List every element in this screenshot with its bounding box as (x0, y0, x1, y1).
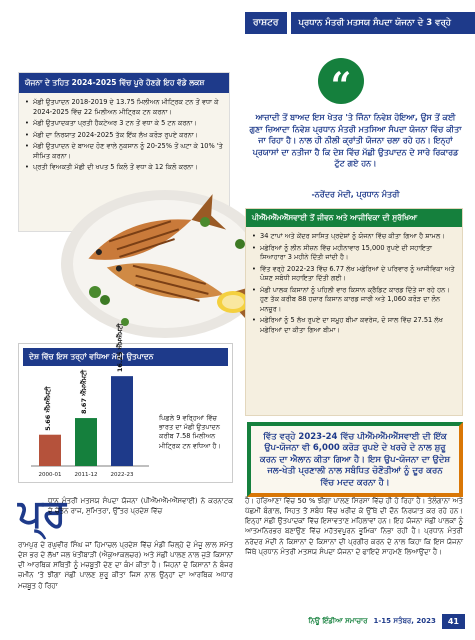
quote-mark-icon: “ (318, 58, 364, 104)
targets-list (19, 93, 229, 173)
highlight-box (247, 422, 463, 497)
quote-author: -ਨਰੇਂਦਰ ਮੋਦੀ, ਪ੍ਰਧਾਨ ਮੰਤਰੀ (311, 190, 400, 199)
dropcap: ਪ੍ਰ (18, 490, 67, 535)
list-item: • ਵਿੱਤ ਵਰ੍ਹੇ 2022-23 ਵਿੱਚ 6.77 ਲੱਖ ਮਛੇਰਿਆਂ ਦੇ ਪਰਿਵਾਰ ਨੂੰ ਆਜੀਵਿਕਾ ਅਤੇ ਪੋਸ਼ਣ ਸਬੰਧੀ ਸਹਾਇਤਾ ਦਿੱਤੀ ਗਈ। (252, 265, 456, 284)
chart-bar (39, 435, 61, 466)
chart-category-label: 2000-01 (38, 472, 62, 478)
livelihood-box-title: ਪੀਐੱਮਐੱਮਐੱਸਵਾਈ ਤੋਂ ਜੀਵਨ ਅਤੇ ਆਜੀਵਿਕਾ ਦੀ ਸੁਰੱਖਿਆ (246, 209, 462, 227)
chart-value-label: 16.25 ਐੱਮਐੱਮਟੀ (116, 323, 124, 373)
targets-box-title: ਯੋਜਨਾ ਦੇ ਤਹਿਤ 2024-2025 ਵਿੱਚ ਪੂਰੇ ਹੋਣਗੇ ਇਹ ਵੱਡੇ ਲਕਸ਼ (19, 73, 229, 93)
production-chart-box (18, 323, 233, 483)
chart-category-label: 2022-23 (110, 472, 134, 478)
list-item: • ਪ੍ਰਤੀ ਵਿਅਕਤੀ ਮੱਛੀ ਦੀ ਖਪਤ 5 ਕਿਲੋ ਤੋਂ ਵਧਾ ਕੇ 12 ਕਿਲੋ ਕਰਨਾ। (25, 163, 223, 173)
livelihood-list (246, 227, 462, 335)
livelihood-box (245, 208, 463, 416)
page-footer (300, 612, 465, 630)
grilled-fish-image (55, 182, 275, 347)
chart-category-label: 2011-12 (74, 472, 98, 478)
list-item: • ਮਛੇਰਿਆਂ ਨੂੰ ਲੀਨ ਸੀਜ਼ਨ ਵਿੱਚ ਮਹੀਨਾਵਾਰ 15,000 ਰੁਪਏ ਦੀ ਸਹਾਇਤਾ ਸਿਆਹਾਰਾ 3 ਮਹੀਨੇ ਦਿੱਤੀ ਜਾਂਦੀ ਹੈ। (252, 244, 456, 263)
list-item: • 34 ਟਾਪਾਂ ਅਤੇ ਕੇਂਦਰ ਸ਼ਾਸਿਤ ਪ੍ਰਦੇਸ਼ਾਂ ਨੂੰ ਯੋਜਨਾ ਵਿੱਚ ਕੀਤਾ ਗਿਆ ਹੈ ਸ਼ਾਮਲ। (252, 232, 456, 242)
list-item: • ਮੱਛੀ ਉਤਪਾਦਨ 2018-2019 ਦੇ 13.75 ਮਿਲੀਅਨ ਮੀਟ੍ਰਿਕ ਟਨ ਤੋਂ ਵਧਾ ਕੇ 2024-2025 ਵਿੱਚ 22 ਮਿਲੀਅਨ ਮੀਟ੍ਰਿਕ ਟਨ ਕਰਨਾ। (25, 98, 223, 117)
page-header (245, 10, 475, 36)
page-number: 41 (442, 614, 465, 629)
list-item: • ਮੱਛੀ ਪਾਲਕ ਕਿਸਾਨਾਂ ਨੂੰ ਪਹਿਲੀ ਵਾਰ ਕਿਸਾਨ ਕ੍ਰੈਡਿਟ ਕਾਰਡ ਦਿੱਤੇ ਜਾ ਰਹੇ ਹਨ। ਹੁਣ ਤੱਕ ਕਰੀਬ 88 ਹਜ਼ਾਰ ਕਿਸਾਨ ਕਾਰਡ ਜਾਰੀ ਅਤੇ 1,060 ਕਰੋੜ ਦਾ ਲੋਨ ਮਨਜ਼ੂਰ। (252, 286, 456, 315)
body-paragraph: ਹੈ। ਹਰਿਆਣਾ ਵਿੱਚ 50 % ਝੀਂਗਾ ਪਾਲਣ ਸਿਰਸਾ ਵਿੱਚ ਹੀ ਹੋ ਰਿਹਾ ਹੈ। ਤੇਲੰਗਾਨਾ ਅਤੇ ਪੱਛਮੀ ਬੰਗਾਲ, ਸਿਹਤ ਤੋਂ ਸਬੰਧ ਵਿੱਚ ਖਰੀਦ ਕੇ ਉੱਥੇ ਦੀ ਦੌਨ ਨਿਰਯਾਤ ਕਰ ਰਹੇ ਹਨ। ਇਨ੍ਹਾਂ ਮੱਛੀ ਉਤਪਾਦਕਾਂ ਵਿੱਚ ਇਸਾਵਤਾਣ ਮਹਿਲਾਵਾਂ ਹਨ। ਇਹ ਯੋਜਨਾ ਮੱਛੀ ਪਾਲਕਾਂ ਨੂੰ ਆਤਮਨਿਰਭਰ ਬਣਾਉਣ ਵਿੱਚ ਮਹੱਤਵਪੂਰਨ ਭੂਮਿਕਾ ਨਿਭਾ ਰਹੀ ਹੈ। ਪ੍ਰਧਾਨ ਮੰਤਰੀ ਨਰੇਂਦਰ ਮੋਦੀ ਨੇ ਕਿਸਾਨਾਂ ਦੇ ਕਿਸਾਨਾਂ ਦੀ ਪ੍ਰਗੀਰ ਕਰਨ ਦੇ ਨਾਲ ਕਿਹਾ ਕਿ ਇਸ ਯੋਜਨਾ ਜਿੱਥੇ ਪ੍ਰਧਾਨ ਮੰਤਰੀ ਮਤਸਯ ਸੰਪਦਾ ਯੋਜਨਾ ਦੇ ਫਾਇਦੇ ਸਾਹਮਣੇ ਲਿਆਉਂਦਾ ਹੈ। (245, 497, 463, 556)
section-tag: ਰਾਸ਼ਟਰ (245, 12, 287, 34)
chart-value-label: 8.67 ਐੱਮਐੱਮਟੀ (80, 369, 88, 415)
chart-value-label: 5.66 ਐੱਮਐੱਮਟੀ (44, 386, 52, 431)
issue-date: 1-15 ਸਤੰਬਰ, 2023 (373, 616, 436, 625)
magazine-name: ਨਿਊ ਇੰਡੀਆ ਸਮਾਚਾਰ (308, 616, 368, 625)
list-item: • ਮੱਛੀ ਉਤਪਾਦਨ ਦੇ ਬਾਅਦ ਹੋਣ ਵਾਲੇ ਨੁਕਸਾਨ ਨੂੰ 20-25% ਤੋਂ ਘਟਾ ਕੇ 10% 'ਤੇ ਸੀਮਿਤ ਕਰਨਾ। (25, 142, 223, 161)
chart-note: ਪਿਛਲੇ 9 ਵਰ੍ਹਿਆਂ ਵਿੱਚ ਭਾਰਤ ਦਾ ਮੱਛੀ ਉਤਪਾਦਨ ਕਰੀਬ 7.58 ਮਿਲੀਅਨ ਮੀਟ੍ਰਿਕ ਟਨ ਵਧਿਆ ਹੈ। (159, 414, 221, 450)
body-paragraph: ਰਾਮਪੁਰ ਦੇ ਰਘੁਵੀਰ ਸਿੰਘ ਜਾਂ ਹਿਮਾਚਲ ਪ੍ਰਦੇਸ਼ ਵਿੱਚ ਮੰਡੀ ਜ਼ਿਲ੍ਹੇ ਦੇ ਮੰਜੂ ਲਾਲ ਸਮੇਤ ਦੇਸ਼ ਭਰ ਦੇ ਲੱਖਾਂ ਜਲ ਖੇਤੀਬਾੜੀ (ਐਕੁਆਕਲਚਰ) ਅਤੇ ਮੱਛੀ ਪਾਲਣ ਨਾਲ ਜੁੜੇ ਕਿਸਾਨਾਂ ਦੀ ਆਰਥਿਕ ਸਥਿਤੀ ਨੂੰ ਮਜ਼ਬੂਤੀ ਦੇਣ ਦਾ ਕੰਮ ਕੀਤਾ ਹੈ। ਜਿਹਨਾਂ ਦੇ ਕਿਸਾਨਾਂ ਨੇ ਬੰਜਰ ਜ਼ਮੀਨ 'ਤੇ ਝੀਂਗਾ ਮੱਛੀ ਪਾਲਣ ਸ਼ੁਰੂ ਕੀਤਾ ਜਿਸ ਨਾਲ ਉਨ੍ਹਾਂ ਦਾ ਆਰਥਿਕ ਅਧਾਰ ਮਜ਼ਬੂਤ ਹੋ ਰਿਹਾ (18, 541, 233, 590)
list-item: • ਮਛੇਰਿਆਂ ਨੂੰ 5 ਲੱਖ ਰੁਪਏ ਦਾ ਸਮੂਹ ਬੀਮਾ ਕਵਰੇਜ, ਦੋ ਸਾਲ ਵਿੱਚ 27.51 ਲੱਖ ਮਛੇਰਿਆਂ ਦਾ ਕੀਤਾ ਗਿਆ ਬੀਮਾ। (252, 316, 456, 335)
list-item: • ਮੱਛੀ ਦਾ ਨਿਰਯਾਤ 2024-2025 ਤੱਕ ਇੱਕ ਲੱਖ ਕਰੋੜ ਰੁਪਏ ਕਰਨਾ। (25, 131, 223, 141)
page-title: ਪ੍ਰਧਾਨ ਮੰਤਰੀ ਮਤਸਯ ਸੰਪਦਾ ਯੋਜਨਾ ਦੇ 3 ਵਰ੍ਹੇ (291, 12, 475, 34)
list-item: • ਮੱਛੀ ਉਤਪਾਦਕਤਾ ਪ੍ਰਤੀ ਹੈਕਟੇਅਰ 3 ਟਨ ਤੋਂ ਵਧਾ ਕੇ 5 ਟਨ ਕਰਨਾ। (25, 119, 223, 129)
body-paragraph: ਧਾਨ ਮੰਤਰੀ ਮਤਸਯ ਸੰਪਦਾ ਯੋਜਨਾ (ਪੀਐੱਮਐੱਮਐੱਸਵਾਈ) ਨੇ ਕਰਨਾਟਕ ਦੇ ਚੇਤਨ ਰਾਜ, ਸੁਮਿਤਰਾ, ਉੱਤਰ ਪ੍ਰਦੇਸ਼ ਵਿੱਚ (48, 497, 233, 516)
chart-bar (111, 376, 133, 466)
chart-bar (75, 418, 97, 466)
highlight-text: ਵਿੱਤ ਵਰ੍ਹੇ 2023-24 ਵਿੱਚ ਪੀਐੱਮਐੱਮਐੱਸਵਾਈ ਦੀ ਇੱਕ ਉਪ-ਯੋਜਨਾ ਵੀ 6,000 ਕਰੋੜ ਰੁਪਏ ਦੇ ਖਰਚੇ ਦੇ ਨਾਲ ਸ਼ੁਰੂ ਕਰਨ ਦਾ ਐਲਾਨ ਕੀਤਾ ਗਿਆ ਹੈ। ਇਸ ਉਪ-ਯੋਜਨਾ ਦਾ ਉਦੇਸ਼ ਜਲ-ਖੇਤੀ ਪ੍ਰਣਾਲੀ ਨਾਲ ਸਬੰਧਿਤ ਚੋਣੌਤੀਆਂ ਨੂੰ ਦੂਰ ਕਰਨ ਵਿੱਚ ਮਦਦ ਕਰਨਾ ਹੈ। (259, 432, 451, 488)
chart-title: ਦੇਸ਼ ਵਿੱਚ ਇਸ ਤਰ੍ਹਾਂ ਵਧਿਆ ਮੱਛੀ ਉਤਪਾਦਨ (23, 348, 228, 366)
pm-quote: ਆਜ਼ਾਦੀ ਤੋਂ ਬਾਅਦ ਇਸ ਖੇਤਰ 'ਤੇ ਜਿੰਨਾ ਨਿਵੇਸ਼ ਹੋਇਆ, ਉਸ ਤੋਂ ਕਈ ਗੁਣਾ ਜ਼ਿਆਦਾ ਨਿਵੇਸ਼ ਪ੍ਰਧਾਨ ਮੰਤਰੀ ਮਤਸਿਆ ਸੰਪਦਾ ਯੋਜਨਾ ਵਿੱਚ ਕੀਤਾ ਜਾ ਰਿਹਾ ਹੈ। ਨਾਲ ਹੀ ਨੀਲੀ ਕ੍ਰਾਂਤੀ ਯੋਜਨਾ ਚਲਾ ਰਹੇ ਹਨ। ਇਨ੍ਹਾਂ ਪ੍ਰਯਾਸਾਂ ਦਾ ਨਤੀਜਾ ਹੈ ਕਿ ਦੇਸ਼ ਵਿੱਚ ਮੱਛੀ ਉਤਪਾਦਨ ਦੇ ਸਾਰੇ ਰਿਕਾਰਡ ਟੁੱਟ ਗਏ ਹਨ। (249, 113, 462, 169)
